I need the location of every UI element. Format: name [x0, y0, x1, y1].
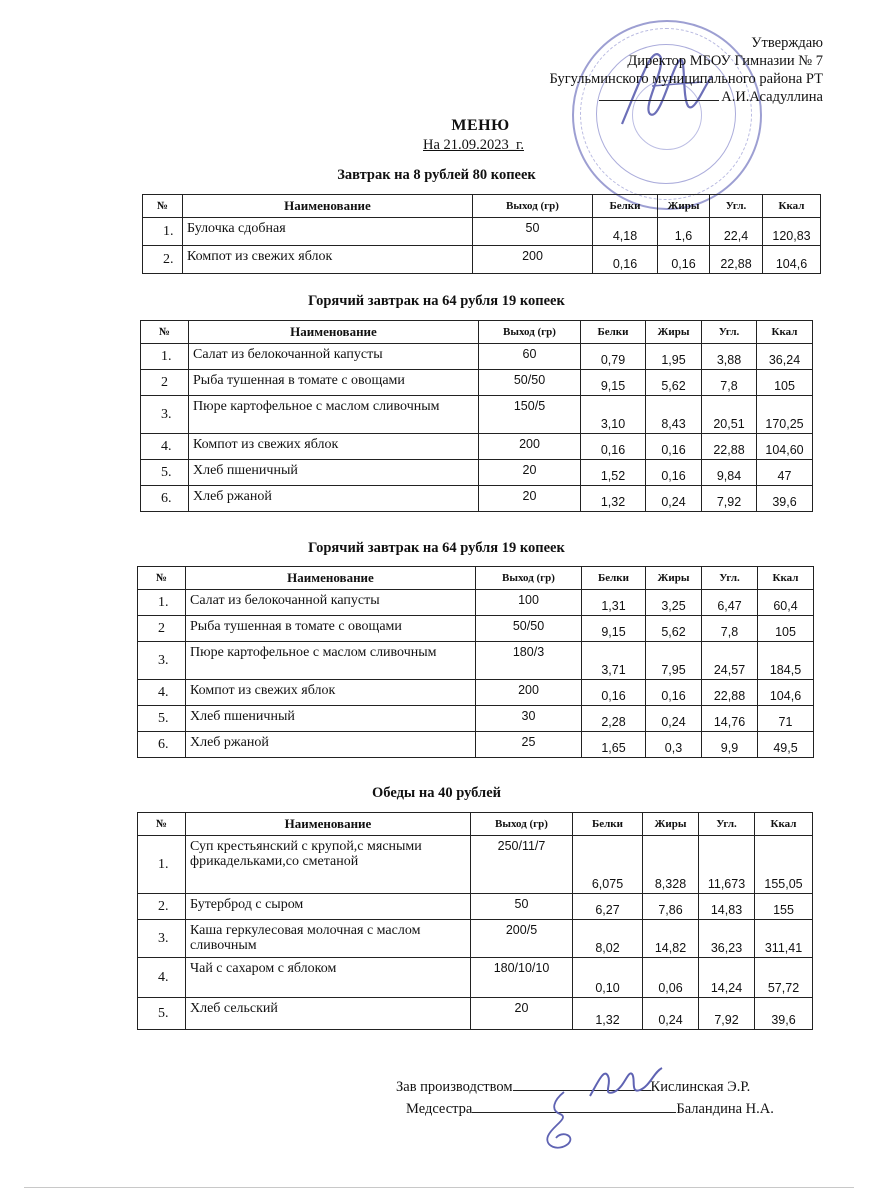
- cell-name: Салат из белокочанной капусты: [186, 590, 476, 616]
- header-protein: Белки: [593, 195, 658, 218]
- cell-num: 5.: [141, 460, 189, 486]
- cell-output: 250/11/7: [471, 836, 573, 894]
- cell-output: 50: [471, 894, 573, 920]
- header-name: Наименование: [183, 195, 473, 218]
- cell-protein: 0,16: [582, 680, 646, 706]
- header-kcal: Ккал: [757, 321, 813, 344]
- cell-fat: 5,62: [646, 370, 702, 396]
- nurse-role: Медсестра: [406, 1101, 473, 1117]
- cell-fat: 7,95: [646, 642, 702, 680]
- cell-carbs: 14,24: [699, 958, 755, 998]
- cell-carbs: 22,88: [710, 246, 763, 274]
- approval-block: [463, 34, 823, 106]
- cell-carbs: 14,83: [699, 894, 755, 920]
- header-output: Выход (гр): [476, 567, 582, 590]
- header-num: №: [138, 567, 186, 590]
- cell-protein: 1,65: [582, 732, 646, 758]
- cell-fat: 0,24: [643, 998, 699, 1030]
- cell-name: Булочка сдобная: [183, 218, 473, 246]
- cell-name: Рыба тушенная в томате с овощами: [189, 370, 479, 396]
- cell-carbs: 22,88: [702, 434, 757, 460]
- cell-num: 1.: [141, 344, 189, 370]
- table-row: [138, 732, 814, 758]
- cell-num: 5.: [138, 706, 186, 732]
- cell-carbs: 7,8: [702, 370, 757, 396]
- cell-protein: 9,15: [581, 370, 646, 396]
- cell-output: 180/10/10: [471, 958, 573, 998]
- cell-protein: 0,79: [581, 344, 646, 370]
- cell-kcal: 155,05: [755, 836, 813, 894]
- cell-fat: 1,6: [658, 218, 710, 246]
- production-signature: [584, 1062, 674, 1102]
- cell-num: 3.: [141, 396, 189, 434]
- cell-kcal: 311,41: [755, 920, 813, 958]
- table-row: [141, 370, 813, 396]
- cell-protein: 1,52: [581, 460, 646, 486]
- table-row: [141, 344, 813, 370]
- header-kcal: Ккал: [763, 195, 821, 218]
- section-title: Обеды на 40 рублей: [372, 785, 501, 801]
- cell-num: 2: [138, 616, 186, 642]
- section-title: Горячий завтрак на 64 рубля 19 копеек: [308, 293, 565, 309]
- cell-carbs: 7,92: [702, 486, 757, 512]
- cell-output: 200: [473, 246, 593, 274]
- header-fat: Жиры: [658, 195, 710, 218]
- table-row: [141, 486, 813, 512]
- cell-output: 20: [479, 460, 581, 486]
- approval-signature-line: [463, 88, 823, 106]
- cell-protein: 6,075: [573, 836, 643, 894]
- cell-num: 3.: [138, 642, 186, 680]
- table-header-row: [138, 813, 813, 836]
- cell-output: 25: [476, 732, 582, 758]
- cell-protein: 0,16: [581, 434, 646, 460]
- cell-name: Хлеб пшеничный: [189, 460, 479, 486]
- cell-carbs: 6,47: [702, 590, 758, 616]
- approval-heading: Утверждаю: [751, 35, 823, 51]
- cell-num: 2.: [138, 894, 186, 920]
- cell-fat: 0,06: [643, 958, 699, 998]
- cell-num: 4.: [138, 958, 186, 998]
- cell-kcal: 39,6: [755, 998, 813, 1030]
- header-fat: Жиры: [643, 813, 699, 836]
- page-bottom-rule: [24, 1187, 854, 1188]
- approval-position: Директор МБОУ Гимназии № 7: [627, 53, 823, 69]
- cell-output: 100: [476, 590, 582, 616]
- cell-num: 1.: [138, 836, 186, 894]
- table-header-row: [143, 195, 821, 218]
- header-output: Выход (гр): [479, 321, 581, 344]
- table-row: [138, 894, 813, 920]
- cell-output: 20: [471, 998, 573, 1030]
- cell-name: Суп крестьянский с крупой,с мясными фрикадельками,со сметаной: [186, 836, 471, 894]
- table-row: [138, 642, 814, 680]
- header-kcal: Ккал: [758, 567, 814, 590]
- cell-kcal: 105: [757, 370, 813, 396]
- cell-fat: 0,3: [646, 732, 702, 758]
- cell-num: 3.: [138, 920, 186, 958]
- cell-output: 150/5: [479, 396, 581, 434]
- cell-fat: 5,62: [646, 616, 702, 642]
- cell-fat: 3,25: [646, 590, 702, 616]
- cell-fat: 14,82: [643, 920, 699, 958]
- cell-fat: 0,16: [646, 460, 702, 486]
- cell-carbs: 7,8: [702, 616, 758, 642]
- cell-kcal: 120,83: [763, 218, 821, 246]
- cell-protein: 6,27: [573, 894, 643, 920]
- menu-date: На 21.09.2023_г.: [423, 137, 524, 153]
- nurse-signature: [534, 1086, 594, 1156]
- cell-fat: 1,95: [646, 344, 702, 370]
- table-row: [138, 836, 813, 894]
- cell-name: Хлеб сельский: [186, 998, 471, 1030]
- cell-protein: 0,10: [573, 958, 643, 998]
- cell-num: 5.: [138, 998, 186, 1030]
- cell-protein: 2,28: [582, 706, 646, 732]
- table-row: [138, 706, 814, 732]
- cell-num: 4.: [138, 680, 186, 706]
- cell-protein: 1,31: [582, 590, 646, 616]
- cell-protein: 1,32: [573, 998, 643, 1030]
- table-row: [138, 998, 813, 1030]
- header-kcal: Ккал: [755, 813, 813, 836]
- cell-output: 200: [476, 680, 582, 706]
- cell-num: 1.: [143, 218, 183, 246]
- cell-kcal: 155: [755, 894, 813, 920]
- header-num: №: [141, 321, 189, 344]
- cell-name: Компот из свежих яблок: [189, 434, 479, 460]
- cell-output: 180/3: [476, 642, 582, 680]
- header-carbs: Угл.: [710, 195, 763, 218]
- cell-carbs: 14,76: [702, 706, 758, 732]
- cell-fat: 0,24: [646, 486, 702, 512]
- cell-name: Пюре картофельное с маслом сливочным: [189, 396, 479, 434]
- header-fat: Жиры: [646, 321, 702, 344]
- cell-output: 30: [476, 706, 582, 732]
- table-row: [138, 680, 814, 706]
- cell-output: 50: [473, 218, 593, 246]
- cell-name: Хлеб ржаной: [186, 732, 476, 758]
- header-name: Наименование: [189, 321, 479, 344]
- menu-table: [140, 320, 813, 512]
- header-num: №: [143, 195, 183, 218]
- cell-name: Компот из свежих яблок: [183, 246, 473, 274]
- cell-carbs: 11,673: [699, 836, 755, 894]
- production-role: Зав производством: [396, 1079, 513, 1095]
- cell-kcal: 104,6: [763, 246, 821, 274]
- cell-kcal: 104,6: [758, 680, 814, 706]
- table-row: [141, 460, 813, 486]
- menu-table: [142, 194, 821, 274]
- cell-carbs: 20,51: [702, 396, 757, 434]
- cell-carbs: 24,57: [702, 642, 758, 680]
- header-fat: Жиры: [646, 567, 702, 590]
- cell-output: 20: [479, 486, 581, 512]
- cell-fat: 0,16: [646, 434, 702, 460]
- approval-district: Бугульминского муниципального района РТ: [549, 71, 823, 87]
- cell-name: Компот из свежих яблок: [186, 680, 476, 706]
- page-title: МЕНЮ: [451, 117, 510, 134]
- table-row: [143, 246, 821, 274]
- cell-num: 6.: [141, 486, 189, 512]
- section-title: Завтрак на 8 рублей 80 копеек: [337, 167, 536, 183]
- cell-carbs: 9,9: [702, 732, 758, 758]
- cell-fat: 0,16: [658, 246, 710, 274]
- cell-kcal: 105: [758, 616, 814, 642]
- cell-fat: 0,16: [646, 680, 702, 706]
- cell-kcal: 39,6: [757, 486, 813, 512]
- header-num: №: [138, 813, 186, 836]
- nurse-name: Баландина Н.А.: [676, 1101, 774, 1117]
- cell-name: Пюре картофельное с маслом сливочным: [186, 642, 476, 680]
- table-row: [138, 616, 814, 642]
- header-name: Наименование: [186, 813, 471, 836]
- cell-name: Салат из белокочанной капусты: [189, 344, 479, 370]
- cell-fat: 7,86: [643, 894, 699, 920]
- cell-name: Каша геркулесовая молочная с маслом сливочным: [186, 920, 471, 958]
- header-protein: Белки: [573, 813, 643, 836]
- cell-carbs: 9,84: [702, 460, 757, 486]
- cell-protein: 9,15: [582, 616, 646, 642]
- table-row: [143, 218, 821, 246]
- cell-kcal: 104,60: [757, 434, 813, 460]
- table-row: [141, 396, 813, 434]
- header-carbs: Угл.: [702, 321, 757, 344]
- cell-carbs: 7,92: [699, 998, 755, 1030]
- cell-protein: 3,10: [581, 396, 646, 434]
- cell-num: 4.: [141, 434, 189, 460]
- cell-kcal: 60,4: [758, 590, 814, 616]
- menu-table: [137, 812, 813, 1030]
- cell-output: 200/5: [471, 920, 573, 958]
- cell-output: 200: [479, 434, 581, 460]
- header-output: Выход (гр): [473, 195, 593, 218]
- cell-fat: 8,43: [646, 396, 702, 434]
- section-title: Горячий завтрак на 64 рубля 19 копеек: [308, 540, 565, 556]
- cell-kcal: 170,25: [757, 396, 813, 434]
- header-name: Наименование: [186, 567, 476, 590]
- cell-name: Бутерброд с сыром: [186, 894, 471, 920]
- cell-carbs: 36,23: [699, 920, 755, 958]
- cell-kcal: 49,5: [758, 732, 814, 758]
- cell-carbs: 3,88: [702, 344, 757, 370]
- menu-table: [137, 566, 814, 758]
- cell-kcal: 57,72: [755, 958, 813, 998]
- cell-fat: 0,24: [646, 706, 702, 732]
- cell-kcal: 47: [757, 460, 813, 486]
- header-carbs: Угл.: [702, 567, 758, 590]
- cell-protein: 1,32: [581, 486, 646, 512]
- cell-output: 50/50: [476, 616, 582, 642]
- cell-protein: 4,18: [593, 218, 658, 246]
- cell-num: 2.: [143, 246, 183, 274]
- table-row: [138, 958, 813, 998]
- cell-protein: 8,02: [573, 920, 643, 958]
- cell-protein: 3,71: [582, 642, 646, 680]
- cell-carbs: 22,4: [710, 218, 763, 246]
- cell-output: 50/50: [479, 370, 581, 396]
- header-protein: Белки: [582, 567, 646, 590]
- header-carbs: Угл.: [699, 813, 755, 836]
- cell-protein: 0,16: [593, 246, 658, 274]
- cell-num: 6.: [138, 732, 186, 758]
- director-name: А.И.Асадуллина: [721, 89, 823, 105]
- cell-name: Хлеб пшеничный: [186, 706, 476, 732]
- cell-kcal: 184,5: [758, 642, 814, 680]
- cell-name: Рыба тушенная в томате с овощами: [186, 616, 476, 642]
- cell-fat: 8,328: [643, 836, 699, 894]
- cell-kcal: 36,24: [757, 344, 813, 370]
- cell-carbs: 22,88: [702, 680, 758, 706]
- cell-name: Чай с сахаром с яблоком: [186, 958, 471, 998]
- table-row: [141, 434, 813, 460]
- table-header-row: [141, 321, 813, 344]
- header-output: Выход (гр): [471, 813, 573, 836]
- production-name: Кислинская Э.Р.: [650, 1079, 751, 1095]
- table-row: [138, 920, 813, 958]
- table-header-row: [138, 567, 814, 590]
- cell-num: 1.: [138, 590, 186, 616]
- cell-num: 2: [141, 370, 189, 396]
- header-protein: Белки: [581, 321, 646, 344]
- cell-kcal: 71: [758, 706, 814, 732]
- table-row: [138, 590, 814, 616]
- cell-name: Хлеб ржаной: [189, 486, 479, 512]
- cell-output: 60: [479, 344, 581, 370]
